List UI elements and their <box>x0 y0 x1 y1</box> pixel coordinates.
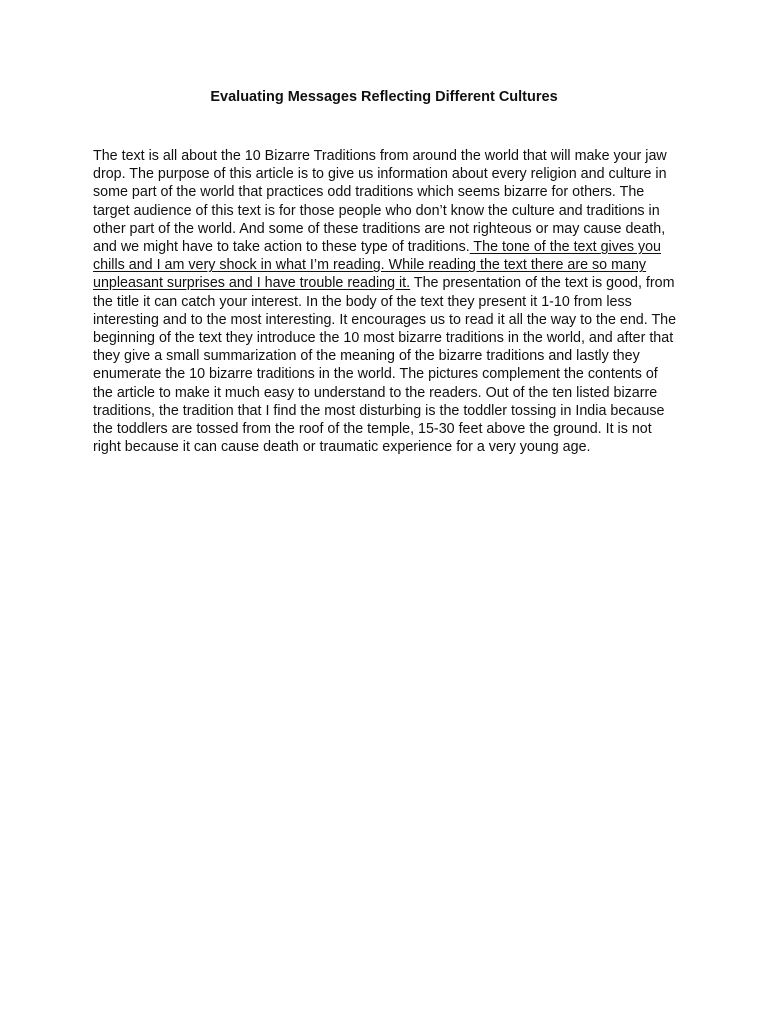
paragraph-underlined-text: The tone of the text gives you chills and I am very shock in what I’m reading. While reading the text there are so many unpleasant surprises and I have trouble reading it. <box>93 239 661 292</box>
body-paragraph <box>93 147 677 456</box>
document-title: Evaluating Messages Reflecting Different Cultures <box>210 89 558 105</box>
paragraph-text-part-3: The presentation of the text is good, from the title it can catch your interest. In the body of the text they present it 1-10 from less interesting and to the most interesting. It encourages us to read it all the way to the end. The beginning of the text they introduce the 10 most bizarre traditions in the world, and after that they give a small summarization of the meaning of the bizarre traditions and lastly they enumerate the 10 bizarre traditions in the world. The pictures complement the contents of the article to make it much easy to understand to the readers. Out of the ten listed bizarre traditions, the tradition that I find the most disturbing is the toddler tossing in India because the toddlers are tossed from the roof of the temple, 15-30 feet above the ground. It is not right because it can cause death or traumatic experience for a very young age. <box>93 275 677 456</box>
paragraph-text-part-1: The text is all about the 10 Bizarre Traditions from around the world that will make your jaw drop. The purpose of this article is to give us information about every religion and culture in some part of the world that practices odd traditions which seems bizarre for others. The target audience of this text is for those people who don’t know the culture and traditions in other part of the world. And some of these traditions are not righteous or may cause death, and we might have to take action to these type of traditions. <box>93 148 667 256</box>
